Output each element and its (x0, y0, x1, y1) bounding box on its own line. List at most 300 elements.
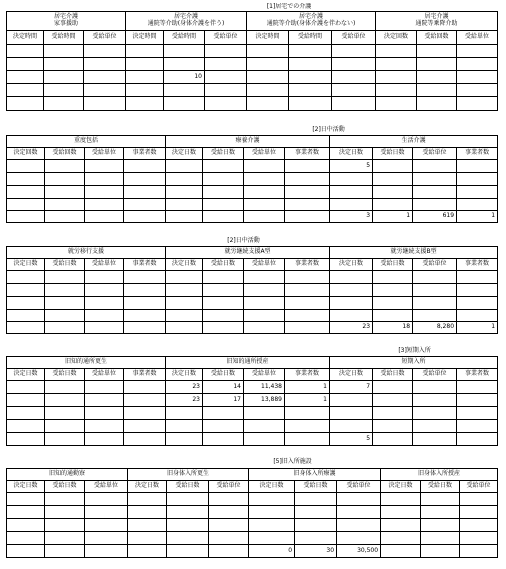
table-cell (7, 270, 45, 283)
table-cell (337, 531, 381, 544)
table-cell (203, 283, 244, 296)
table-cell (457, 185, 498, 198)
table-cell (413, 406, 457, 419)
column-header: 受給単位 (85, 368, 124, 380)
table-cell (330, 198, 373, 210)
table-cell (85, 419, 124, 432)
group-header: 旧知的通勤寮 (7, 468, 128, 480)
column-header-row (7, 368, 498, 380)
table-cell (7, 159, 45, 172)
table-cell (7, 518, 45, 531)
table-row (7, 70, 498, 83)
table-cell (124, 159, 166, 172)
table-cell: 0 (249, 544, 295, 557)
table-cell (7, 393, 45, 406)
table-cell (167, 544, 209, 557)
column-header: 事業者数 (457, 147, 498, 159)
table-cell (285, 321, 330, 333)
table-cell (295, 518, 337, 531)
table-cell (330, 296, 373, 309)
table-row (7, 393, 498, 406)
table-cell (457, 380, 498, 393)
column-header: 決定日数 (166, 147, 203, 159)
table-cell (126, 96, 164, 110)
table-cell (7, 283, 45, 296)
column-header: 受給時間 (44, 30, 84, 44)
table-cell (45, 380, 85, 393)
table-cell (7, 406, 45, 419)
table-cell (124, 283, 166, 296)
table-cell (249, 505, 295, 518)
table-cell (330, 172, 373, 185)
column-header: 事業者数 (124, 258, 166, 270)
table-cell (289, 83, 332, 96)
table-cell (413, 283, 457, 296)
table-cell (128, 544, 167, 557)
section-title: [2]日中活動 (203, 236, 285, 246)
section-title: [2]日中活動 (285, 125, 373, 135)
table-cell (84, 57, 126, 70)
table-cell (373, 283, 413, 296)
column-header: 決定日数 (166, 368, 203, 380)
table-cell (457, 270, 498, 283)
table-cell (85, 283, 124, 296)
table-cell (166, 432, 203, 445)
table-cell (44, 83, 84, 96)
table-cell (421, 492, 460, 505)
table-cell (376, 96, 417, 110)
table-cell (457, 419, 498, 432)
column-header-row (7, 258, 498, 270)
table-row (7, 321, 498, 333)
table-cell (244, 309, 285, 321)
table-cell (457, 83, 498, 96)
table-cell (7, 419, 45, 432)
table-cell (45, 544, 85, 557)
table-cell (244, 283, 285, 296)
table-cell (45, 321, 85, 333)
column-header: 受給日数 (373, 258, 413, 270)
section-title: [1]居宅での介護 (247, 3, 332, 11)
table-cell (166, 296, 203, 309)
column-header: 受給単位 (85, 147, 124, 159)
group-header: 重度包括 (7, 135, 166, 147)
table-cell (44, 70, 84, 83)
table-cell (373, 185, 413, 198)
table-cell: 23 (166, 393, 203, 406)
table-cell (124, 406, 166, 419)
table-cell (330, 283, 373, 296)
table-cell (203, 296, 244, 309)
table-cell (45, 296, 85, 309)
table-cell (124, 380, 166, 393)
table-row (7, 296, 498, 309)
table-cell (285, 270, 330, 283)
table-cell (205, 44, 247, 57)
table-cell (84, 70, 126, 83)
table-cell (413, 380, 457, 393)
table-cell (413, 198, 457, 210)
table-cell (373, 172, 413, 185)
group-header: 就労移行支援 (7, 246, 166, 258)
table-row (7, 270, 498, 283)
table-cell (203, 185, 244, 198)
table-cell (84, 96, 126, 110)
column-header: 受給単位 (332, 30, 376, 44)
column-header: 事業者数 (124, 368, 166, 380)
table-cell: 1 (457, 210, 498, 222)
table-cell (85, 210, 124, 222)
table-cell (205, 96, 247, 110)
column-header: 受給単位 (413, 258, 457, 270)
table-cell (332, 96, 376, 110)
table-cell (167, 505, 209, 518)
table-cell (413, 419, 457, 432)
table-cell (413, 172, 457, 185)
table-cell (330, 419, 373, 432)
table-row (7, 432, 498, 445)
column-header: 受給単位 (460, 480, 498, 492)
table-cell (45, 518, 85, 531)
table-cell (203, 432, 244, 445)
table-cell (45, 270, 85, 283)
column-header: 受給単位 (244, 368, 285, 380)
table-cell (203, 406, 244, 419)
table-cell (205, 57, 247, 70)
column-header: 決定日数 (330, 368, 373, 380)
table-row (7, 57, 498, 70)
column-header: 事業者数 (124, 147, 166, 159)
table-cell: 1 (285, 393, 330, 406)
table-cell (44, 44, 84, 57)
column-header: 受給時間 (289, 30, 332, 44)
column-header: 受給日数 (295, 480, 337, 492)
column-header: 決定時間 (247, 30, 289, 44)
table-cell: 1 (285, 380, 330, 393)
table-cell (285, 296, 330, 309)
table-cell (457, 96, 498, 110)
table-row (7, 492, 498, 505)
column-header: 受給日数 (45, 480, 85, 492)
table-cell (244, 432, 285, 445)
table-row (7, 406, 498, 419)
table-cell (167, 492, 209, 505)
table-cell (45, 393, 85, 406)
table-cell (376, 70, 417, 83)
table-cell (7, 531, 45, 544)
table-cell (45, 492, 85, 505)
table-cell (244, 321, 285, 333)
table-cell (166, 309, 203, 321)
table-cell (381, 544, 421, 557)
table-cell (44, 57, 84, 70)
table-row (7, 172, 498, 185)
table-cell (249, 492, 295, 505)
table-cell (460, 518, 498, 531)
table-cell (85, 198, 124, 210)
table-cell (7, 172, 45, 185)
group-header: 旧身体入所療護 (249, 468, 381, 480)
table-cell (209, 505, 249, 518)
column-header: 受給単位 (337, 480, 381, 492)
table-cell (7, 57, 44, 70)
table-cell (332, 57, 376, 70)
table-cell (7, 544, 45, 557)
column-header: 受給単位 (205, 30, 247, 44)
table-cell (85, 518, 128, 531)
table-cell (417, 57, 457, 70)
table-cell (166, 185, 203, 198)
table-cell (128, 505, 167, 518)
table-cell (85, 321, 124, 333)
table-cell (45, 172, 85, 185)
table-cell (85, 172, 124, 185)
table-cell (164, 83, 205, 96)
table-row (7, 531, 498, 544)
table-cell (413, 309, 457, 321)
table-cell: 30,500 (337, 544, 381, 557)
table-cell (124, 185, 166, 198)
table-cell (45, 309, 85, 321)
column-header: 受給日数 (167, 480, 209, 492)
table-cell (285, 198, 330, 210)
column-header: 受給単位 (413, 147, 457, 159)
column-header: 決定回数 (7, 147, 45, 159)
table-cell (126, 83, 164, 96)
table-cell (247, 57, 289, 70)
table-cell (295, 492, 337, 505)
table-cell (7, 432, 45, 445)
table-cell (373, 419, 413, 432)
table-cell (295, 505, 337, 518)
table-cell: 17 (203, 393, 244, 406)
table-cell (244, 185, 285, 198)
table-cell (124, 419, 166, 432)
table-cell (285, 419, 330, 432)
table-cell (7, 321, 45, 333)
table-cell (381, 518, 421, 531)
table-cell (167, 531, 209, 544)
table-cell (381, 531, 421, 544)
column-header: 決定回数 (376, 30, 417, 44)
column-header: 決定日数 (381, 480, 421, 492)
table-cell: 5 (330, 159, 373, 172)
table-cell: 8,280 (413, 321, 457, 333)
table-row (7, 198, 498, 210)
column-header: 決定日数 (7, 368, 45, 380)
table-cell (7, 380, 45, 393)
column-header: 受給日数 (203, 368, 244, 380)
table-row (7, 505, 498, 518)
column-header: 決定日数 (166, 258, 203, 270)
table-cell (166, 198, 203, 210)
table-cell: 11,438 (244, 380, 285, 393)
table-cell (126, 44, 164, 57)
table-cell (244, 296, 285, 309)
table-cell (85, 531, 128, 544)
table-cell (7, 96, 44, 110)
table-cell (417, 83, 457, 96)
table-cell (421, 544, 460, 557)
table-row (7, 544, 498, 557)
table-cell (460, 492, 498, 505)
group-header: 就労継続支援A型 (166, 246, 330, 258)
table-cell (209, 492, 249, 505)
table-cell (417, 44, 457, 57)
table-cell (45, 505, 85, 518)
table-cell (124, 270, 166, 283)
table-cell (330, 185, 373, 198)
table-cell (457, 283, 498, 296)
column-header: 決定日数 (330, 258, 373, 270)
column-header: 受給日数 (203, 147, 244, 159)
column-header: 受給日数 (421, 480, 460, 492)
table-cell (373, 380, 413, 393)
table-cell (373, 270, 413, 283)
group-header: 旧身体入所更生 (128, 468, 249, 480)
table-cell (45, 531, 85, 544)
table-cell (373, 159, 413, 172)
table-row (7, 283, 498, 296)
table-cell (421, 531, 460, 544)
table-cell (203, 270, 244, 283)
table-cell (167, 518, 209, 531)
table-cell (244, 210, 285, 222)
table-row (7, 159, 498, 172)
table-cell (7, 492, 45, 505)
column-header: 受給時間 (164, 30, 205, 44)
column-header: 受給日数 (45, 258, 85, 270)
column-header: 決定日数 (128, 480, 167, 492)
column-header: 事業者数 (457, 368, 498, 380)
table-cell (460, 505, 498, 518)
group-header: 旧知的通所更生 (7, 356, 166, 368)
table-tanki-nyusho (6, 346, 498, 446)
table-cell (128, 518, 167, 531)
table-kyu-nyusho-shisetsu (6, 457, 498, 558)
table-cell (7, 296, 45, 309)
table-cell (85, 185, 124, 198)
table-cell (457, 406, 498, 419)
table-cell (413, 393, 457, 406)
table-cell: 1 (373, 210, 413, 222)
table-cell (337, 518, 381, 531)
table-nicchu-katsudo-1 (6, 125, 498, 223)
table-cell (124, 198, 166, 210)
table-cell (124, 321, 166, 333)
table-cell (332, 70, 376, 83)
table-cell (7, 44, 44, 57)
table-cell (124, 296, 166, 309)
column-header: 受給単位 (244, 147, 285, 159)
table-cell (166, 270, 203, 283)
table-cell (457, 309, 498, 321)
table-cell (244, 406, 285, 419)
table-cell (84, 44, 126, 57)
table-cell (244, 270, 285, 283)
table-cell (457, 172, 498, 185)
table-cell: 30 (295, 544, 337, 557)
table-cell (45, 198, 85, 210)
table-cell (7, 198, 45, 210)
table-cell (85, 393, 124, 406)
table-cell: 23 (166, 380, 203, 393)
table-cell (84, 83, 126, 96)
column-header: 決定時間 (7, 30, 44, 44)
column-header: 受給単位 (85, 258, 124, 270)
table-cell (285, 159, 330, 172)
table-nicchu-katsudo-2 (6, 236, 498, 334)
column-header: 受給単位 (84, 30, 126, 44)
table-cell (205, 70, 247, 83)
table-cell (244, 159, 285, 172)
column-header: 受給回数 (417, 30, 457, 44)
table-cell (285, 432, 330, 445)
table-cell (128, 531, 167, 544)
table-cell (85, 270, 124, 283)
table-cell (457, 44, 498, 57)
table-cell (166, 172, 203, 185)
table-cell (373, 406, 413, 419)
table-cell: 1 (457, 321, 498, 333)
table-cell (7, 185, 45, 198)
table-row (7, 518, 498, 531)
column-header: 事業者数 (285, 147, 330, 159)
table-cell (289, 57, 332, 70)
table-row (7, 44, 498, 57)
table-cell (330, 393, 373, 406)
table-cell (337, 505, 381, 518)
table-cell (457, 159, 498, 172)
table-cell (285, 283, 330, 296)
table-cell (45, 419, 85, 432)
table-cell (85, 296, 124, 309)
column-header: 受給回数 (45, 147, 85, 159)
table-cell (244, 198, 285, 210)
table-cell (45, 283, 85, 296)
table-cell (164, 96, 205, 110)
column-header: 事業者数 (457, 258, 498, 270)
table-cell (203, 198, 244, 210)
section-title: [5]旧入所施設 (249, 457, 337, 468)
table-cell: 14 (203, 380, 244, 393)
group-header: 居宅介護 通院等乗降介助 (376, 11, 498, 30)
group-header: 居宅介護 通院等介助(身体介護を伴わない) (247, 11, 376, 30)
table-cell (124, 309, 166, 321)
column-header: 受給単位 (244, 258, 285, 270)
table-cell (381, 505, 421, 518)
table-cell (457, 70, 498, 83)
table-cell (209, 544, 249, 557)
table-row (7, 210, 498, 222)
table-cell: 619 (413, 210, 457, 222)
table-cell (376, 44, 417, 57)
table-cell: 23 (330, 321, 373, 333)
table-cell (330, 270, 373, 283)
table-cell (373, 432, 413, 445)
table-kyotaku-kaigo (6, 3, 498, 111)
table-cell (457, 198, 498, 210)
table-cell (413, 270, 457, 283)
table-cell (289, 96, 332, 110)
table-cell (203, 159, 244, 172)
table-cell (126, 70, 164, 83)
table-cell (285, 406, 330, 419)
table-cell (373, 309, 413, 321)
table-cell (332, 44, 376, 57)
table-cell: 18 (373, 321, 413, 333)
table-cell (164, 57, 205, 70)
